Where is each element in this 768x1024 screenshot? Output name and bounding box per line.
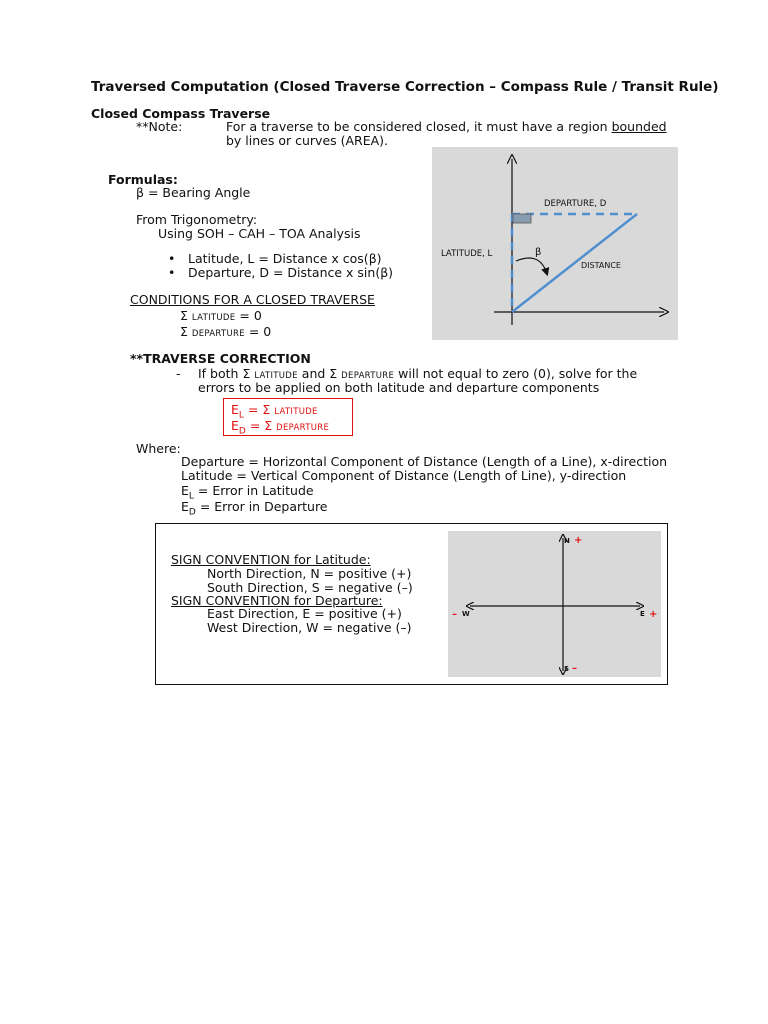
sigma-symbol: Σ <box>180 324 188 339</box>
e-letter: E <box>231 418 239 433</box>
west-label: W <box>462 610 470 618</box>
equals-zero: = 0 <box>244 324 272 339</box>
north-label: N <box>564 537 570 545</box>
subscript: L <box>188 491 194 502</box>
bullet-dot: • <box>168 251 176 266</box>
distance-label: DISTANCE <box>581 261 621 270</box>
e-letter: E <box>181 483 189 498</box>
e-letter: E <box>231 402 239 417</box>
south-label: S <box>564 665 570 673</box>
condition-departure <box>180 324 271 339</box>
bearing-definition: β = Bearing Angle <box>136 185 251 200</box>
note-line-2: by lines or curves (AREA). <box>226 133 389 148</box>
trig-heading: From Trigonometry: <box>136 212 258 227</box>
beta-arc <box>516 258 547 274</box>
south-rule: South Direction, S = negative (–) <box>207 580 413 595</box>
section-title: Closed Compass Traverse <box>91 106 271 121</box>
east-rule: East Direction, E = positive (+) <box>207 606 402 621</box>
right-angle-marker <box>513 214 531 223</box>
latitude-sign-heading: SIGN CONVENTION for Latitude: <box>171 552 371 567</box>
traverse-diagram <box>432 147 678 340</box>
note-underlined-word: bounded <box>611 119 667 134</box>
note-line-1 <box>226 119 667 134</box>
error-departure-definition <box>181 499 328 518</box>
correction-heading: **TRAVERSE CORRECTION <box>130 351 311 366</box>
error-departure-formula <box>231 418 329 437</box>
trig-subheading: Using SOH – CAH – TOA Analysis <box>158 226 361 241</box>
formulas-heading: Formulas: <box>108 172 178 187</box>
definition-text: = Error in Latitude <box>193 483 314 498</box>
west-sign: – <box>452 609 457 620</box>
compass-diagram <box>448 531 661 677</box>
note-label: **Note: <box>136 119 183 134</box>
north-sign: + <box>574 535 583 546</box>
latitude-smallcaps: LATITUDE <box>191 313 236 323</box>
page-title: Traversed Computation (Closed Traverse Correction – Compass Rule / Transit Rule) <box>91 79 719 95</box>
departure-formula: Departure, D = Distance x sin(β) <box>188 265 394 280</box>
equals-sigma: = Σ <box>245 418 277 433</box>
correction-line-2: errors to be applied on both latitude and departure components <box>198 380 600 395</box>
definition-text: = Error in Departure <box>195 499 328 514</box>
latitude-smallcaps: LATITUDE <box>274 407 318 417</box>
east-label: E <box>640 610 645 618</box>
equals-sigma: = Σ <box>243 402 275 417</box>
departure-label: DEPARTURE, D <box>544 199 607 209</box>
departure-smallcaps: DEPARTURE <box>276 423 330 433</box>
latitude-smallcaps: LATITUDE <box>254 371 298 381</box>
latitude-definition: Latitude = Vertical Component of Distance (Length of Line), y-direction <box>181 468 627 483</box>
east-sign: + <box>649 609 658 620</box>
south-sign: – <box>572 663 577 674</box>
departure-definition: Departure = Horizontal Component of Distance (Length of a Line), x-direction <box>181 454 668 469</box>
departure-smallcaps: DEPARTURE <box>341 371 395 381</box>
note-text: For a traverse to be considered closed, it must have a region <box>226 119 612 134</box>
correction-text: If both Σ <box>198 366 255 381</box>
conditions-heading: CONDITIONS FOR A CLOSED TRAVERSE <box>130 292 375 307</box>
equals-zero: = 0 <box>235 308 262 323</box>
west-rule: West Direction, W = negative (–) <box>207 620 412 635</box>
e-letter: E <box>181 499 189 514</box>
bullet-dot: • <box>168 265 176 280</box>
dash-bullet: - <box>176 366 181 381</box>
subscript: D <box>188 507 196 518</box>
condition-latitude <box>180 308 262 323</box>
latitude-formula: Latitude, L = Distance x cos(β) <box>188 251 382 266</box>
north-rule: North Direction, N = positive (+) <box>207 566 412 581</box>
latitude-label: LATITUDE, L <box>441 249 493 259</box>
beta-label: β <box>535 247 542 258</box>
subscript: L <box>238 410 244 421</box>
correction-line-1 <box>198 366 637 381</box>
departure-sign-heading: SIGN CONVENTION for Departure: <box>171 593 383 608</box>
subscript: D <box>238 426 246 437</box>
correction-text: and Σ <box>297 366 342 381</box>
where-heading: Where: <box>136 441 181 456</box>
sigma-symbol: Σ <box>180 308 188 323</box>
departure-smallcaps: DEPARTURE <box>191 329 245 339</box>
correction-text: will not equal to zero (0), solve for the <box>394 366 638 381</box>
traverse-diagram-svg <box>432 147 678 340</box>
compass-diagram-svg <box>448 531 661 677</box>
